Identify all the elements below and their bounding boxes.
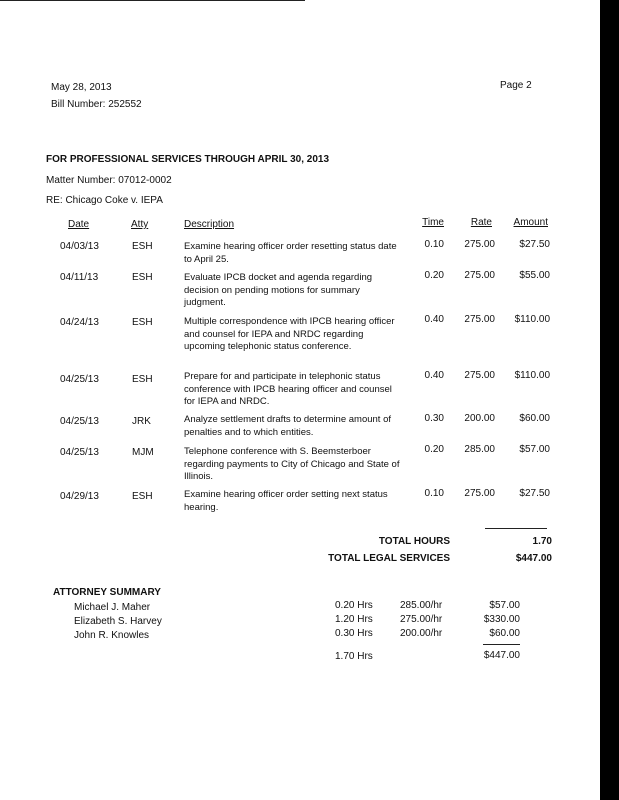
entry-description: Prepare for and participate in telephonic status conference with IPCB hearing officer and counsel for IEPA and NRDC. <box>184 371 392 407</box>
entry-rate: 200.00 <box>464 413 495 424</box>
col-header-rate: Rate <box>470 217 492 228</box>
summary-name: John R. Knowles <box>74 630 150 641</box>
entry-date: 04/24/13 <box>60 317 99 328</box>
entry-time: 0.40 <box>424 314 444 325</box>
col-header-date: Date <box>68 219 90 230</box>
top-rule <box>0 0 305 1</box>
bill-date: May 28, 2013 <box>51 82 112 93</box>
entry-atty: ESH <box>132 241 153 252</box>
summary-hours: 0.20 Hrs <box>335 600 373 611</box>
entry-atty: JRK <box>132 416 151 427</box>
entry-atty: MJM <box>132 447 154 458</box>
entry-amount: $27.50 <box>519 239 550 250</box>
summary-name: Elizabeth S. Harvey <box>74 616 162 627</box>
summary-hours: 1.20 Hrs <box>335 614 373 625</box>
entry-atty: ESH <box>132 317 153 328</box>
summary-total-amount: $447.00 <box>483 650 520 661</box>
entry-date: 04/11/13 <box>60 272 99 283</box>
entry-time: 0.40 <box>424 370 444 381</box>
entry-amount: $110.00 <box>514 370 550 381</box>
entry-description: Evaluate IPCB docket and agenda regarding decision on pending motions for summary judgment. <box>184 272 373 308</box>
entry-amount: $60.00 <box>519 413 550 424</box>
attorney-summary-title: ATTORNEY SUMMARY <box>53 587 161 598</box>
entry-atty: ESH <box>132 374 153 385</box>
entry-description: Examine hearing officer order resetting status date to April 25. <box>184 241 397 265</box>
entry-atty: ESH <box>132 272 153 283</box>
entry-atty: ESH <box>132 491 153 502</box>
summary-amount: $60.00 <box>489 628 520 639</box>
col-header-time: Time <box>422 217 444 228</box>
entry-date: 04/25/13 <box>60 416 99 427</box>
summary-rate: 285.00/hr <box>400 600 443 611</box>
entry-date: 04/03/13 <box>60 241 99 252</box>
entry-date: 04/25/13 <box>60 447 99 458</box>
summary-total-rule <box>483 644 520 645</box>
re-line: RE: Chicago Coke v. IEPA <box>46 195 163 206</box>
entry-rate: 275.00 <box>464 488 495 499</box>
entry-description: Telephone conference with S. Beemsterboer regarding payments to City of Chicago and State of Illinois. <box>184 446 400 482</box>
total-hours-value: 1.70 <box>532 536 552 547</box>
total-hours-label: TOTAL HOURS <box>378 536 450 547</box>
col-header-amount: Amount <box>513 217 548 228</box>
entry-time: 0.20 <box>424 444 444 455</box>
entry-amount: $57.00 <box>519 444 550 455</box>
entry-rate: 285.00 <box>464 444 495 455</box>
entry-amount: $110.00 <box>514 314 550 325</box>
bill-number: Bill Number: 252552 <box>51 99 142 110</box>
entry-date: 04/25/13 <box>60 374 99 385</box>
col-header-atty: Atty <box>131 219 149 230</box>
summary-amount: $330.00 <box>483 614 520 625</box>
matter-number: Matter Number: 07012-0002 <box>46 175 172 186</box>
entry-rate: 275.00 <box>464 239 495 250</box>
summary-amount: $57.00 <box>489 600 520 611</box>
section-title: FOR PROFESSIONAL SERVICES THROUGH APRIL 30, 2013 <box>46 154 330 165</box>
total-legal-value: $447.00 <box>515 553 552 564</box>
page-number: Page 2 <box>500 80 532 91</box>
scan-edge-bar <box>600 0 619 800</box>
summary-rate: 200.00/hr <box>400 628 443 639</box>
entry-date: 04/29/13 <box>60 491 99 502</box>
entry-rate: 275.00 <box>464 270 495 281</box>
entry-rate: 275.00 <box>464 370 495 381</box>
summary-hours: 0.30 Hrs <box>335 628 373 639</box>
entry-time: 0.10 <box>424 239 444 250</box>
col-header-description: Description <box>184 219 235 230</box>
summary-rate: 275.00/hr <box>400 614 443 625</box>
entry-amount: $27.50 <box>519 488 550 499</box>
summary-total-hours: 1.70 Hrs <box>335 651 373 662</box>
summary-name: Michael J. Maher <box>74 602 151 613</box>
entry-description: Analyze settlement drafts to determine amount of penalties and to which entities. <box>184 414 391 438</box>
entry-rate: 275.00 <box>464 314 495 325</box>
totals-rule <box>485 528 547 529</box>
entry-time: 0.30 <box>424 413 444 424</box>
entry-description: Examine hearing officer order setting next status hearing. <box>184 489 388 513</box>
entry-description: Multiple correspondence with IPCB hearing officer and counsel for IEPA and NRDC regarding upcoming telephonic status conference. <box>184 316 395 352</box>
total-legal-label: TOTAL LEGAL SERVICES <box>328 553 450 564</box>
entry-amount: $55.00 <box>519 270 550 281</box>
entry-time: 0.20 <box>424 270 444 281</box>
entry-time: 0.10 <box>424 488 444 499</box>
